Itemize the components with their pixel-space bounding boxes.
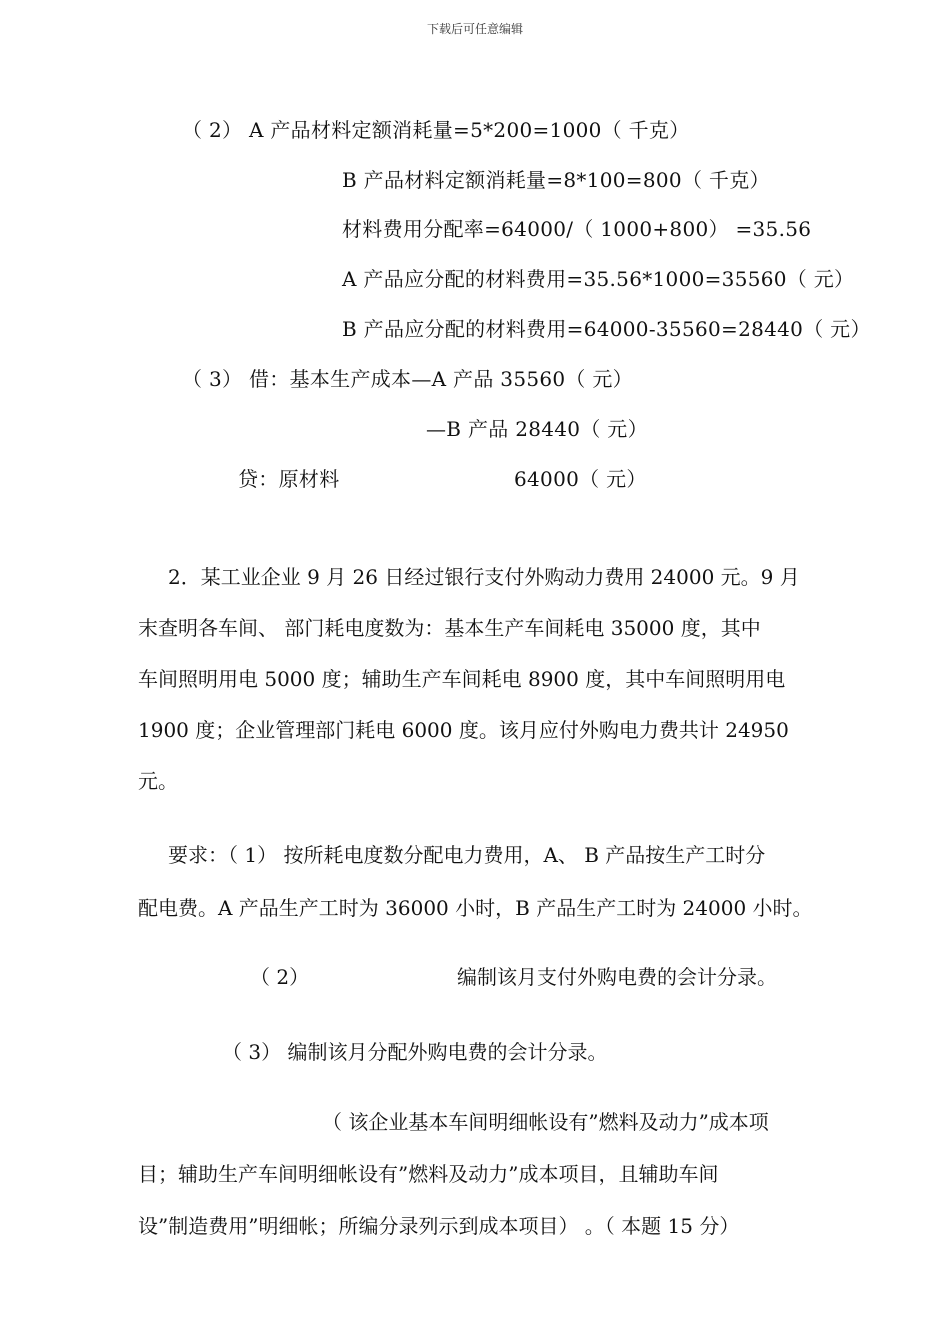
requirement2-text: 编制该月支付外购电费的会计分录。 bbox=[457, 965, 777, 989]
journal-debit-a: （ 3） 借：基本生产成本—A 产品 35560（ 元） bbox=[182, 367, 633, 391]
journal-credit-label: 贷：原材料 bbox=[238, 467, 340, 491]
question2-line4: 1900 度；企业管理部门耗电 6000 度。该月应付外购电力费共计 24950 bbox=[138, 718, 789, 742]
note-line2: 目；辅助生产车间明细帐设有”燃料及动力”成本项目，且辅助车间 bbox=[138, 1162, 719, 1186]
page-header: 下载后可任意编辑 bbox=[426, 22, 523, 36]
part2-line4: A 产品应分配的材料费用=35.56*1000=35560（ 元） bbox=[342, 267, 855, 291]
part2-line1: （ 2） A 产品材料定额消耗量=5*200=1000（ 千克） bbox=[182, 118, 690, 142]
part2-line5: B 产品应分配的材料费用=64000-35560=28440（ 元） bbox=[342, 317, 871, 341]
question2-line2: 末查明各车间、 部门耗电度数为：基本生产车间耗电 35000 度，其中 bbox=[138, 616, 761, 640]
requirement2-number: （ 2） bbox=[250, 965, 310, 989]
journal-debit-b: —B 产品 28440（ 元） bbox=[426, 417, 648, 441]
part2-line3: 材料费用分配率=64000/（ 1000+800） =35.56 bbox=[342, 217, 812, 241]
note-line1: （ 该企业基本车间明细帐设有”燃料及动力”成本项 bbox=[322, 1110, 769, 1134]
question2-line3: 车间照明用电 5000 度；辅助生产车间耗电 8900 度，其中车间照明用电 bbox=[138, 667, 786, 691]
question2-line5: 元。 bbox=[138, 769, 178, 793]
question2-line1: 2．某工业企业 9 月 26 日经过银行支付外购动力费用 24000 元。9 月 bbox=[168, 565, 800, 589]
requirement3: （ 3） 编制该月分配外购电费的会计分录。 bbox=[222, 1040, 608, 1064]
journal-credit-amount: 64000（ 元） bbox=[514, 467, 647, 491]
requirement-line1: 要求：（ 1） 按所耗电度数分配电力费用，A、 B 产品按生产工时分 bbox=[168, 843, 766, 867]
requirement-line2: 配电费。A 产品生产工时为 36000 小时，B 产品生产工时为 24000 小时。 bbox=[138, 896, 813, 920]
note-line3: 设”制造费用”明细帐；所编分录列示到成本项目） 。（ 本题 15 分） bbox=[138, 1214, 740, 1238]
part2-line2: B 产品材料定额消耗量=8*100=800（ 千克） bbox=[342, 168, 770, 192]
